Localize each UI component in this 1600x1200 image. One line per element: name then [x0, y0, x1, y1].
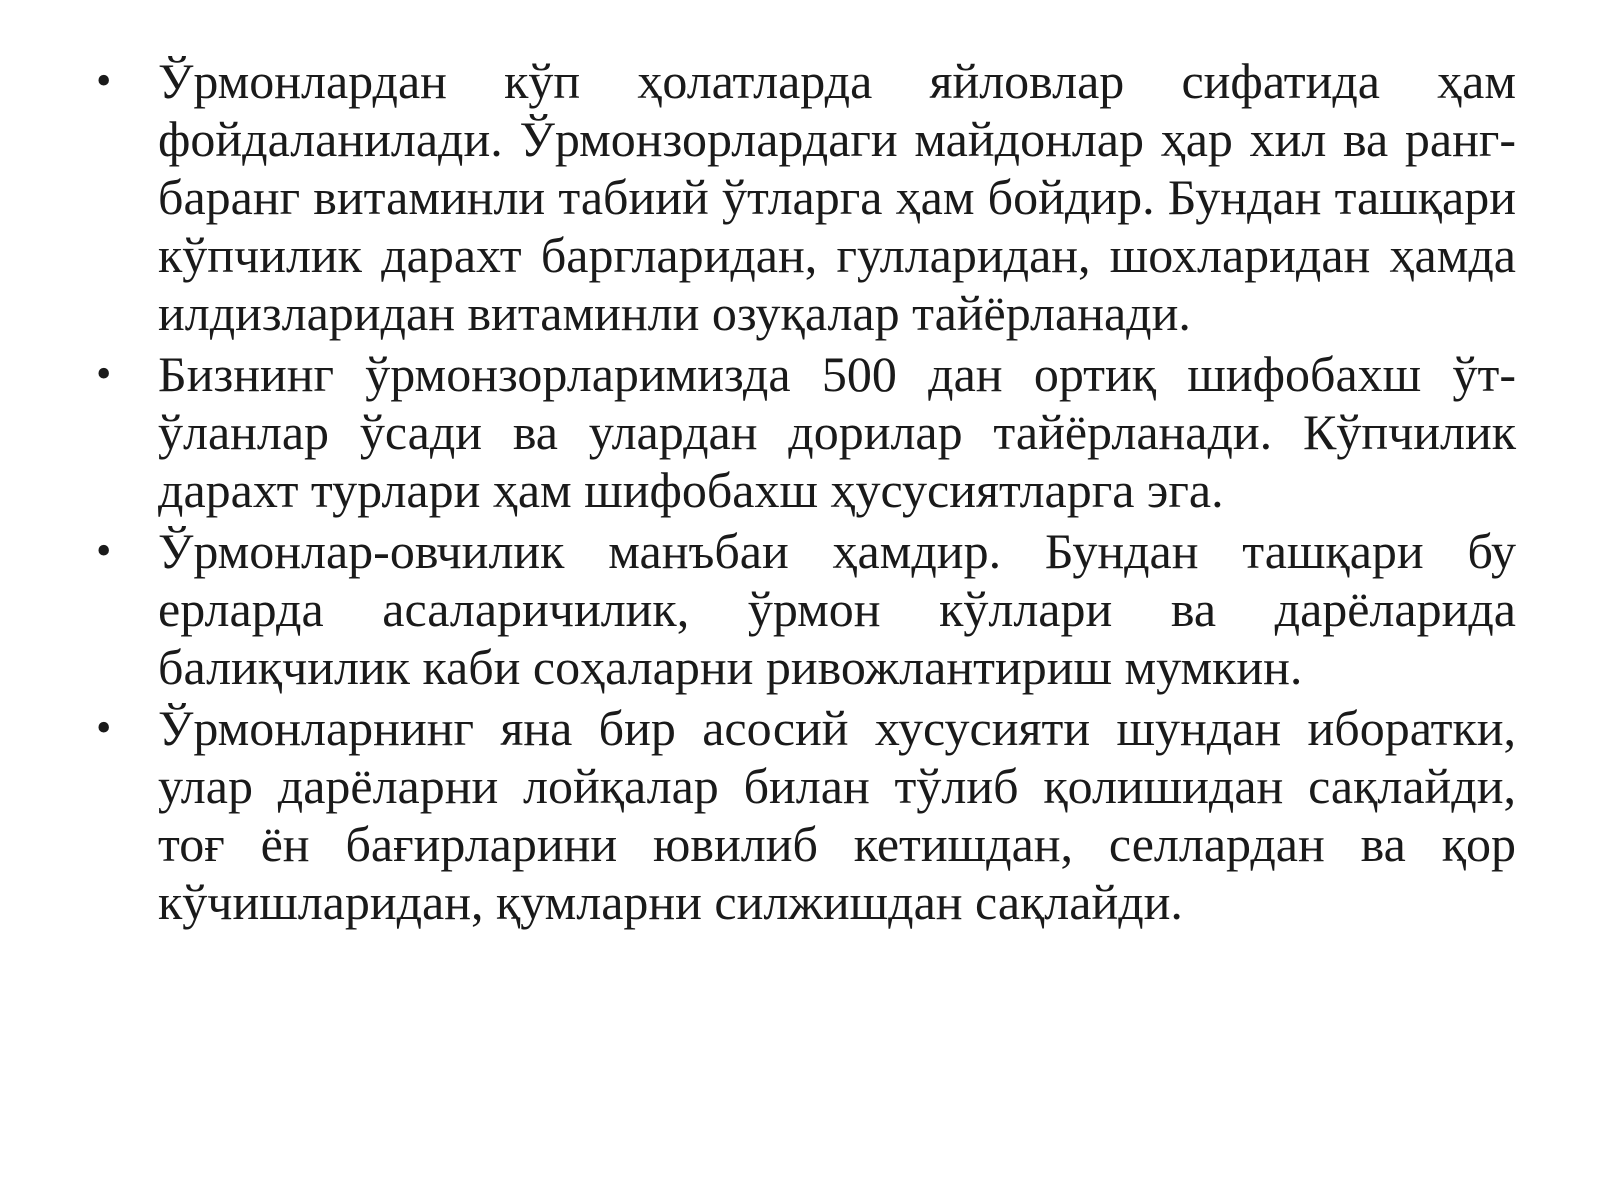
bullet-list [96, 52, 1516, 934]
bullet-item [96, 522, 1516, 696]
bullet-marker: • [96, 526, 112, 575]
bullet-item [96, 345, 1516, 519]
bullet-item [96, 699, 1516, 931]
bullet-text: Ўрмонларнинг яна бир асосий хусусияти шундан иборатки, улар дарёларни лойқалар билан тўлиб қолишидан сақлайди, тоғ ён бағирларини ювилиб кетишдан, селлардан ва қор кўчишларидан, қумларни силжишдан сақлайди. [158, 700, 1516, 930]
bullet-marker: • [96, 56, 112, 105]
bullet-item [96, 52, 1516, 342]
bullet-marker: • [96, 703, 112, 752]
bullet-text: Ўрмонлар-овчилик манъбаи ҳамдир. Бундан ташқари бу ерларда асаларичилик, ўрмон кўллари ва дарёларида балиқчилик каби соҳаларни ривожлантириш мумкин. [158, 523, 1516, 695]
bullet-text: Бизнинг ўрмонзорларимизда 500 дан ортиқ шифобахш ўт-ўланлар ўсади ва улардан дорилар тайёрланади. Кўпчилик дарахт турлари ҳам шифобахш ҳусусиятларга эга. [158, 346, 1516, 518]
bullet-marker: • [96, 349, 112, 398]
bullet-text: Ўрмонлардан кўп ҳолатларда яйловлар сифатида ҳам фойдаланилади. Ўрмонзорлардаги майдонлар ҳар хил ва ранг-баранг витаминли табиий ўтларга ҳам бойдир. Бундан ташқари кўпчилик дарахт баргларидан, гулларидан, шохларидан ҳамда илдизларидан витаминли озуқалар тайёрланади. [158, 53, 1516, 341]
